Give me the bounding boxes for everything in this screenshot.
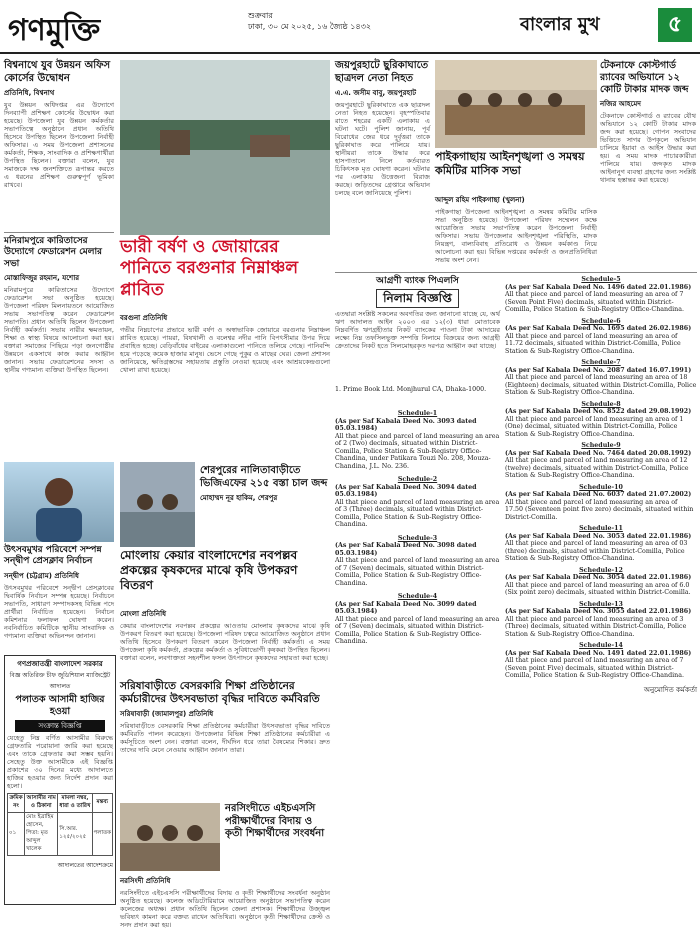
schedule-ref: (As per Saf Kabala Deed No. 3099 dated 05.03.1984) bbox=[335, 600, 477, 615]
schedule-item bbox=[505, 359, 697, 397]
schedule-text: All that piece and parcel of land measuring an area of 03 (three) decimals, situated within District-Comilla, Police Station & Sub-Registry Office-Chandina. bbox=[505, 540, 688, 562]
schedule-text: All that piece and parcel of land measuring an area of 3 (Three) decimals, situated within District-Comilla, Police Station & Sub-Registry Office-Chandina. bbox=[505, 615, 687, 638]
schedule-title: Schedule-10 bbox=[579, 483, 623, 491]
person-image bbox=[4, 462, 114, 542]
table-header-row bbox=[8, 793, 113, 812]
court-notice bbox=[4, 655, 116, 905]
byline: সন্দ্বীপ (চট্টগ্রাম) প্রতিনিধি bbox=[4, 571, 79, 580]
story-text: যুব উন্নয়ন অধিদপ্তর এর উদ্যোগে দিনব্যাপী প্রশিক্ষণ কোর্সের উদ্বোধন করা হয়েছে। উপজেলা যুব উন্নয়ন কর্মকর্তার সভাপতিত্বে অনুষ্ঠানে প্রধান অতিথি হিসেবে উপস্থিত ছিলেন উপজেলা নির্বাহী অফিসার। এ সময় উপজেলা প্রশাসনের কর্মকর্তা, শিক্ষক, সাংবাদিক ও প্রশিক্ষণার্থীরা উপস্থিত ছিলেন। বক্তারা বলেন, যুব সমাজকে দক্ষ জনশক্তিতে রূপান্তর করতে এ ধরনের প্রশিক্ষণ গুরুত্বপূর্ণ ভূমিকা রাখবে। bbox=[4, 101, 114, 189]
schedule-text: All that piece and parcel of land measuring an area of 3 (Three) decimals, situated within District-Comilla, Police Station & Sub-Registry Office-Chandina. bbox=[335, 498, 500, 528]
story-text: মনিরামপুরে কারিতাসের উদ্যোগে ফেডারেশন সভা অনুষ্ঠিত হয়েছে। উপজেলা পরিষদ মিলনায়তনে আয়োজিত সভায় সভাপতিত্ব করেন ফেডারেশন সভাপতি। প্রধান অতিথি ছিলেন উপজেলা নির্বাহী কর্মকর্তা। সভায় নারীর ক্ষমতায়ন, শিক্ষা ও স্বাস্থ্য বিষয়ে আলোচনা করা হয়। বক্তারা সমাজের পিছিয়ে পড়া জনগোষ্ঠীর উন্নয়নে একসাথে কাজ করার আহ্বান জানান। সভায় ফেডারেশনের সদস্য ও স্থানীয় গণ্যমান্য ব্যক্তিরা উপস্থিত ছিলেন। bbox=[4, 285, 114, 374]
story-text: উৎসবমুখর পরিবেশে সন্দ্বীপ প্রেসক্লাবের দ্বিবার্ষিক নির্বাচন সম্পন্ন হয়েছে। নির্বাচনে সভাপতি, সাধারণ সম্পাদকসহ বিভিন্ন পদে প্রার্থীরা নির্বাচিত হয়েছেন। নির্বাচন কমিশনার ফলাফল ঘোষণা করেন। নবনির্বাচিত কমিটিকে স্থানীয় সাংবাদিক ও গণ্যমান্য ব্যক্তিরা অভিনন্দন জানান। bbox=[4, 583, 114, 640]
mongla-headline-block bbox=[120, 548, 330, 606]
byline: সরিষাবাড়ী (জামালপুর) প্রতিনিধি bbox=[120, 710, 214, 719]
schedules-right bbox=[505, 276, 697, 906]
schedule-ref: (As per Saf Kabala Deed No. 3055 dated 22.01.1986) bbox=[505, 608, 692, 615]
schedule-item bbox=[505, 484, 697, 522]
auction-notice-header bbox=[335, 276, 500, 384]
schedule-item bbox=[505, 442, 697, 480]
schedule-text: All that piece and parcel of land measuring an area of 2 (Two) decimals, situated within District-Comilla, Police Station & Sub-Registry Office-Chandina, under Patikara Touzi No. 208, Mouza-Chandina, J.L. No. 236. bbox=[335, 432, 500, 470]
page-number: ৫ bbox=[658, 8, 692, 42]
schedule-text: All that piece and parcel of land measuring an area of 12 (twelve) decimals, situated within District-Comilla, Police Station & Sub-Registry Office-Chandina. bbox=[505, 457, 689, 479]
section-title: বাংলার মুখ bbox=[520, 14, 600, 35]
narsingdi-photo bbox=[120, 803, 220, 871]
court-header-1: গণপ্রজাতন্ত্রী বাংলাদেশ সরকার bbox=[17, 660, 103, 668]
byline: এ.এ. জসীম বাবু, জয়পুরহাট bbox=[335, 89, 417, 97]
schedule-item bbox=[505, 601, 697, 639]
headline: টেকনাফে কোস্টগার্ড র‍্যাবের অভিযানে ১২ কোটি টাকার মাদক জব্দ bbox=[600, 60, 689, 95]
headline: জয়পুরহাটে ছুরিকাঘাতে ছাত্রদল নেতা নিহত bbox=[335, 60, 429, 84]
schedule-title: Schedule-12 bbox=[579, 566, 623, 574]
flood-photo bbox=[120, 60, 330, 235]
court-header-2: বিজ্ঞ অতিরিক্ত চীফ জুডিশিয়াল ম্যাজিস্ট্রেট আদালত bbox=[9, 672, 111, 690]
schedule-item bbox=[505, 318, 697, 356]
schedule-item bbox=[335, 593, 500, 646]
schedule-title: Schedule-1 bbox=[397, 410, 438, 417]
schedule-item bbox=[505, 525, 697, 563]
table-row bbox=[8, 812, 113, 855]
table-header: ক্রমিক নং bbox=[8, 793, 25, 812]
mongla-image bbox=[120, 462, 195, 547]
narsingdi-image bbox=[120, 803, 220, 871]
notice-text: এতদ্বারা সংশ্লিষ্ট সকলের অবগতির জন্য জানানো যাচ্ছে যে, অর্থ ঋণ আদালত আইন ২০০৩ এর ১২(৩) ধারা মোতাবেক নিম্নবর্ণিত ঋণগ্রহীতার নিকট ব্যাংকের পাওনা টাকা আদায়ের লক্ষ্যে নিম্ন তফসিলভুক্ত সম্পত্তি নিলামে বিক্রয়ের জন্য আগ্রহী ক্রেতাদের নিকট হতে সিলমোহরকৃত দরপত্র আহ্বান করা যাচ্ছে। bbox=[335, 310, 500, 351]
schedule-item bbox=[335, 476, 500, 529]
borrower: 1. Prime Book Ltd. Monjhurul CA, Dhaka-1000. bbox=[335, 386, 487, 393]
schedule-text: All that piece and parcel of land measuring an area of 7 (Seven point Five) decimals, situated within District-Comilla, Police Station & Sub-Registry Office-Chandina. bbox=[505, 657, 684, 679]
story-sarishabari bbox=[120, 680, 330, 800]
story-text: কেয়ার বাংলাদেশের নবপল্লব প্রকল্পের আওতায় মোংলায় কৃষকদের মাঝে কৃষি উপকরণ বিতরণ করা হয়েছে। উপজেলা পরিষদ চত্বরে আয়োজিত অনুষ্ঠানে প্রধান অতিথি হিসেবে উপকরণ বিতরণ করেন উপজেলা নির্বাহী কর্মকর্তা। এ সময় উপজেলা কৃষি কর্মকর্তা, প্রকল্পের কর্মকর্তা ও সুবিধাভোগী কৃষকরা উপস্থিত ছিলেন। বক্তারা বলেন, লবণাক্ততা সহনশীল ফসল উৎপাদনে কৃষকদের সহায়তা করা হচ্ছে। bbox=[120, 622, 330, 662]
story-teknaf bbox=[600, 60, 696, 270]
table-header: মন্তব্য bbox=[92, 793, 112, 812]
flood-story bbox=[120, 310, 330, 460]
notice-signature: অনুমোদিত কর্মকর্তা bbox=[643, 685, 697, 694]
court-signature: আদালতের আদেশক্রমে bbox=[57, 861, 113, 869]
schedule-title: Schedule-5 bbox=[581, 276, 621, 283]
schedule-ref: (As per Saf Kabala Deed No. 1491 dated 22.01.1986) bbox=[505, 649, 692, 657]
flood-image bbox=[120, 60, 330, 235]
story-text: টেকনাফে কোস্টগার্ড ও র‍্যাবের যৌথ অভিযানে ১২ কোটি টাকার মাদক জব্দ করা হয়েছে। গোপন সংবাদের ভিত্তিতে সাগর উপকূলে অভিযান চালিয়ে ইয়াবা ও আইস উদ্ধার করা হয়। এ সময় মাদক পাচারকারীরা পালিয়ে যায়। জব্দকৃত মাদক আইনানুগ ব্যবস্থা গ্রহণের জন্য সংশ্লিষ্ট থানায় হস্তান্তর করা হয়েছে। bbox=[600, 111, 696, 184]
meeting-image bbox=[435, 60, 597, 148]
weekday: শুক্রবার bbox=[248, 11, 273, 20]
schedule-title: Schedule-14 bbox=[579, 642, 623, 649]
schedules-left bbox=[335, 410, 500, 905]
schedule-ref: (As per Saf Kabala Deed No. 3053 dated 22.01.1986) bbox=[505, 532, 692, 540]
schedule-title: Schedule-4 bbox=[397, 593, 438, 600]
schedule-ref: (As per Saf Kabala Deed No. 6037 dated 21.07.2002) bbox=[505, 491, 692, 498]
headline: বিশ্বনাথে যুব উন্নয়ন অফিস কোর্সের উদ্বোধন bbox=[4, 60, 111, 84]
schedule-ref: (As per Saf Kabala Deed No. 1496 dated 22.01.1986) bbox=[505, 283, 692, 291]
table-cell: মোঃ ইব্রাহিম হোসেন, পিতা: মৃত আব্দুল খালেক bbox=[25, 812, 58, 855]
schedule-title: Schedule-13 bbox=[579, 600, 623, 608]
story-text: গভীর নিম্নচাপের প্রভাবে ভারী বর্ষণ ও অস্বাভাবিক জোয়ারে বরগুনার নিম্নাঞ্চল প্লাবিত হয়েছে। পায়রা, বিষখালী ও বলেশ্বর নদীর পানি বিপৎসীমার উপর দিয়ে প্রবাহিত হচ্ছে। বেড়িবাঁধের বাইরের এলাকাগুলো পানিতে তলিয়ে গেছে। পানিবন্দি হয়ে পড়েছে কয়েক হাজার মানুষ। ভেসে গেছে পুকুর ও মাছের ঘের। জেলা প্রশাসন জানিয়েছে, ক্ষতিগ্রস্তদের সহায়তায় প্রস্তুতি নেওয়া হয়েছে এবং আশ্রয়কেন্দ্রগুলো খোলা রাখা হয়েছে। bbox=[120, 326, 330, 374]
schedule-text: All that piece and parcel of land measuring an area of 7 (Seven Point Five) decimals, situated within District-Comilla, Police Station & Sub-Registry Office-Chandina. bbox=[505, 291, 684, 313]
byline: মোহাম্মদ নূর হাকিম, শেরপুর bbox=[200, 494, 278, 502]
schedule-ref: (As per Saf Kabala Deed No. 2087 dated 16.07.1991) bbox=[505, 366, 692, 374]
schedule-title: Schedule-11 bbox=[579, 525, 623, 532]
court-title: পলাতক আসামী হাজির হওয়া bbox=[15, 694, 105, 717]
table-header: আসামীর নাম ও ঠিকানা bbox=[25, 793, 58, 812]
headline: সরিষাবাড়ীতে বেসরকারি শিক্ষা প্রতিষ্ঠানের কর্মচারীদের উৎসবভাতা বৃদ্ধির দাবিতে কর্মবিরতি bbox=[120, 680, 320, 706]
story-text: পাইকগাছা উপজেলা আইনশৃঙ্খলা ও সমন্বয় কমিটির মাসিক সভা অনুষ্ঠিত হয়েছে। উপজেলা পরিষদ সম্মেলন কক্ষে আয়োজিত সভায় সভাপতিত্ব করেন উপজেলা নির্বাহী অফিসার। সভায় উপজেলার আইনশৃঙ্খলা পরিস্থিতি, মাদক নিয়ন্ত্রণ, বাল্যবিবাহ প্রতিরোধ ও উন্নয়ন কর্মকাণ্ড নিয়ে আলোচনা করা হয়। বিভিন্ন দপ্তরের কর্মকর্তা ও জনপ্রতিনিধিরা সভায় অংশ নেন। bbox=[435, 208, 597, 264]
court-subtitle: সংক্রান্ত বিজ্ঞপ্তি bbox=[15, 720, 105, 732]
schedule-item bbox=[505, 567, 697, 597]
story-left-3 bbox=[4, 545, 114, 647]
notice-title: নিলাম বিজ্ঞপ্তি bbox=[376, 289, 459, 308]
schedule-ref: (As per Saf Kabala Deed No. 3054 dated 22.01.1986) bbox=[505, 574, 692, 581]
schedule-title: Schedule-2 bbox=[397, 476, 438, 483]
table-cell: সি.আর. ১২৫/২০২৫ bbox=[58, 812, 92, 855]
schedule-title: Schedule-8 bbox=[581, 400, 621, 408]
schedule-ref: (As per Saf Kabala Deed No. 7464 dated 20.08.1992) bbox=[505, 449, 692, 457]
story-text: সরিষাবাড়ীতে বেসরকারি শিক্ষা প্রতিষ্ঠানের কর্মচারীরা উৎসবভাতা বৃদ্ধির দাবিতে কর্মবিরতি পালন করেছেন। উপজেলার বিভিন্ন শিক্ষা প্রতিষ্ঠানের কর্মচারীরা এ কর্মসূচিতে অংশ নেন। বক্তারা বলেন, দীর্ঘদিন ধরে তারা বৈষম্যের শিকার। দ্রুত তাদের দাবি মেনে নেওয়ার আহ্বান জানান তারা। bbox=[120, 722, 330, 755]
schedule-ref: (As per Saf Kabala Deed No. 8522 dated 29.08.1992) bbox=[505, 408, 692, 415]
masthead-bar bbox=[0, 0, 700, 54]
story-text: নরসিংদীতে এইচএসসি পরীক্ষার্থীদের বিদায় ও কৃতী শিক্ষার্থীদের সংবর্ধনা অনুষ্ঠান অনুষ্ঠিত হয়েছে। কলেজ অডিটোরিয়ামে আয়োজিত অনুষ্ঠানে সভাপতিত্ব করেন কলেজের অধ্যক্ষ। প্রধান অতিথি ছিলেন জেলা প্রশাসক। শিক্ষার্থীদের উজ্জ্বল ভবিষ্যৎ কামনা করে বক্তব্য রাখেন অতিথিরা। অনুষ্ঠানে কৃতী শিক্ষার্থীদের ক্রেস্ট ও সনদ প্রদান করা হয়। bbox=[120, 889, 330, 929]
mongla-photo bbox=[120, 462, 195, 547]
headline: শেরপুরের নালিতাবাড়ীতে ভিজিএফের ২১৫ বস্তা চাল জব্দ bbox=[200, 465, 328, 489]
story-left-2 bbox=[4, 236, 114, 458]
schedule-text: All that piece and parcel of land measuring an area of 1 (One) decimal, situated within District-Comilla, Police Station & Sub-Registry Office-Chandina. bbox=[505, 415, 684, 438]
mongla-story bbox=[120, 606, 330, 676]
meeting-headline-block bbox=[435, 150, 597, 190]
table-cell: পলাতক bbox=[92, 812, 112, 855]
byline: মোংলা প্রতিনিধি bbox=[120, 610, 167, 618]
schedule-text: All that piece and parcel of land measuring an area of 7 (Seven) decimals, situated within District-Comilla, Police Station & Sub-Registry Office-Chandina. bbox=[335, 557, 500, 587]
masthead-logo: গণমুক্তি bbox=[8, 13, 101, 48]
narsingdi-headline: নরসিংদীতে এইচএসসি পরীক্ষার্থীদের বিদায় ও কৃতী শিক্ষার্থীদের সংবর্ধনা bbox=[225, 803, 325, 839]
byline: বরগুনা প্রতিনিধি bbox=[120, 314, 168, 322]
schedule-item bbox=[505, 401, 697, 439]
byline: নজির আহমেদ bbox=[600, 99, 641, 108]
schedule-item bbox=[505, 276, 697, 314]
schedule-title: Schedule-9 bbox=[581, 442, 621, 449]
schedule-item bbox=[335, 410, 500, 470]
schedule-ref: (As per Saf Kabala Deed No. 3098 dated 05.03.1984) bbox=[335, 542, 477, 557]
schedule-title: Schedule-3 bbox=[397, 534, 438, 542]
schedule-ref: (As per Saf Kabala Deed No. 3093 dated 05.03.1984) bbox=[335, 417, 477, 432]
flood-headline: ভারী বর্ষণ ও জোয়ারের পানিতে বরগুনার নিম্নাঞ্চল প্লাবিত bbox=[120, 237, 299, 300]
date: ঢাকা, ৩০ মে ২০২৫, ১৬ জ্যৈষ্ঠ ১৪৩২ bbox=[248, 22, 372, 31]
schedule-text: All that piece and parcel of land measuring an area of 7 (Seven) decimals, situated within District-Comilla, Police Station & Sub-Registry Office-Chandina. bbox=[335, 615, 500, 645]
schedule-title: Schedule-7 bbox=[581, 359, 621, 366]
schedule-text: All that piece and parcel of land measuring an area of 17.50 (Seventeen point five zero) decimals, situated within District-Comilla. bbox=[505, 498, 694, 521]
headline: উৎসবমুখর পরিবেশে সম্পন্ন সন্দ্বীপ প্রেসক্লাব নির্বাচন bbox=[4, 545, 102, 567]
date-line bbox=[248, 10, 371, 32]
byline: আব্দুল রহিম পাইকগাছা (খুলনা) bbox=[435, 196, 525, 204]
schedule-text: All that piece and parcel of land measuring an area of 6.0 (Six point zero) decimals, situated within District-Comilla. bbox=[505, 581, 691, 596]
table-cell: ০১ bbox=[8, 812, 25, 855]
borrower-line bbox=[335, 386, 500, 406]
schedule-item bbox=[335, 535, 500, 588]
story-left-1 bbox=[4, 60, 114, 230]
court-text: যেহেতু নিম্ন বর্ণিত আসামীর বিরুদ্ধে গ্রেফতারি পরোয়ানা জারি করা হয়েছে এবং তাকে গ্রেফতার করা সম্ভব হয়নি। সেহেতু উক্ত আসামীকে এই বিজ্ঞপ্তি প্রকাশের ৩০ দিনের মধ্যে আদালতে হাজির হওয়ার জন্য নির্দেশ প্রদান করা হলো। bbox=[7, 733, 113, 790]
meeting-photo bbox=[435, 60, 597, 148]
schedule-title: Schedule-6 bbox=[581, 317, 621, 325]
flood-headline-block bbox=[120, 237, 330, 307]
narsingdi-story bbox=[120, 873, 330, 929]
byline: প্রতিনিধি, বিশ্বনাথ bbox=[4, 89, 55, 97]
byline: মোস্তাফিজুর রহমান, যশোর bbox=[4, 273, 80, 282]
narsingdi-headline-block bbox=[225, 803, 330, 871]
meeting-story bbox=[435, 192, 597, 270]
headline: মনিরামপুরে কারিতাসের উদ্যোগে ফেডারেশন মেলার সভা bbox=[4, 236, 102, 269]
schedule-item bbox=[505, 642, 697, 680]
story-text: জয়পুরহাটে ছুরিকাঘাতে এক ছাত্রদল নেতা নিহত হয়েছেন। বৃহস্পতিবার রাতে শহরের একটি এলাকায় এ ঘটনা ঘটে। পুলিশ জানায়, পূর্ব বিরোধের জের ধরে দুর্বৃত্তরা তাকে ছুরিকাঘাত করে পালিয়ে যায়। স্থানীয়রা তাকে উদ্ধার করে হাসপাতালে নিলে কর্তব্যরত চিকিৎসক মৃত ঘোষণা করেন। ঘটনার পর এলাকায় উত্তেজনা বিরাজ করছে। জড়িতদের গ্রেপ্তারে অভিযান চলছে বলে জানিয়েছে পুলিশ। bbox=[335, 101, 430, 197]
schedule-list-left bbox=[335, 410, 500, 646]
meeting-headline: পাইকগাছায় আইনশৃঙ্খলা ও সমন্বয় কমিটির মাসিক সভা bbox=[435, 150, 585, 177]
schedule-text: All that piece and parcel of land measuring an area of 11.72 decimals, situated within District-Comilla, Police Station & Sub-Registry Office-Chandina. bbox=[505, 332, 681, 355]
table-header: মামলা নম্বর, ধারা ও তারিখ bbox=[58, 793, 92, 812]
court-table bbox=[7, 793, 113, 856]
byline: নরসিংদী প্রতিনিধি bbox=[120, 877, 171, 885]
portrait-photo bbox=[4, 462, 114, 542]
schedule-text: All that piece and parcel of land measuring an area of 18 (Eighteen) decimals, situated within District-Comilla, Police Station & Sub-Registry Office-Chandina. bbox=[505, 374, 697, 396]
mongla-headline: মোংলায় কেয়ার বাংলাদেশের নবপল্লব প্রকল্পের কৃষকদের মাঝে কৃষি উপকরণ বিতরণ bbox=[120, 548, 298, 592]
notice-org: আগ্রণী ব্যাংক পিএলসি bbox=[376, 276, 459, 286]
schedule-ref: (As per Saf Kabala Deed No. 1695 dated 26.02.1986) bbox=[505, 325, 692, 332]
schedule-ref: (As per Saf Kabala Deed No. 3094 dated 05.03.1984) bbox=[335, 483, 477, 498]
story-sherpur bbox=[200, 465, 330, 545]
